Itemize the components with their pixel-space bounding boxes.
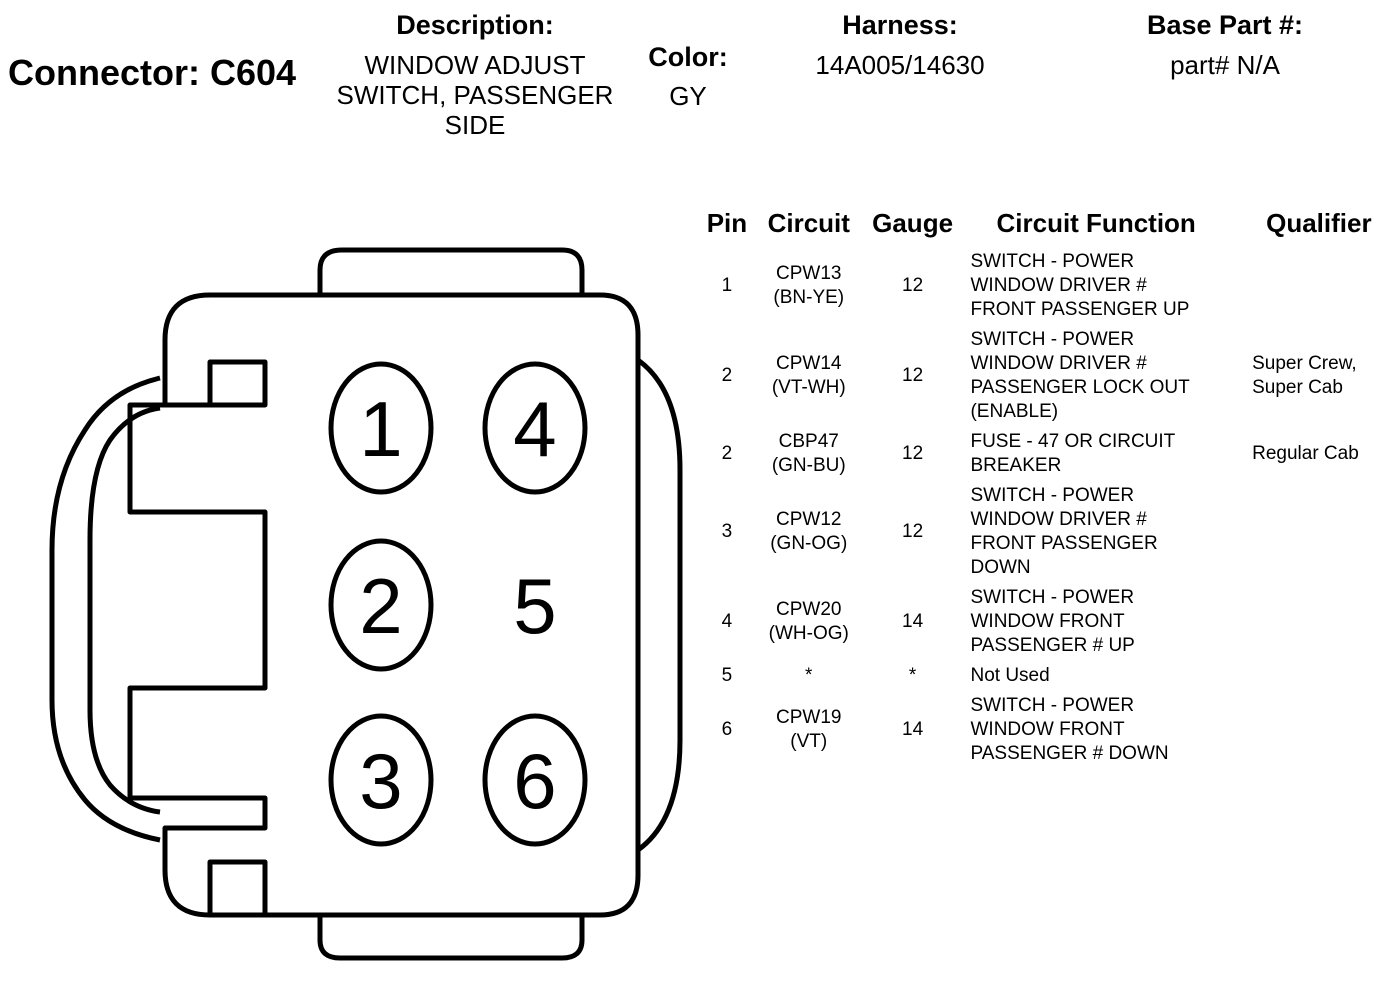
pin-number: 4 (513, 385, 557, 473)
pin-cell: 2 (721, 443, 733, 464)
pin-3 (331, 716, 431, 844)
circuit-cell: CPW19 (VT) (776, 707, 842, 752)
qualifier-cell (1246, 481, 1392, 583)
circuit-cell: CBP47 (GN-BU) (771, 431, 846, 476)
circuit-cell: CPW20 (WH-OG) (768, 599, 849, 644)
description-label: Description: (396, 10, 554, 40)
gauge-cell: 14 (902, 719, 924, 740)
pin-cell: 3 (721, 521, 733, 542)
qualifier-cell: Super Crew, Super Cab (1252, 353, 1357, 398)
table-header-row (695, 208, 1392, 247)
pin-table (695, 208, 1392, 769)
circuit-function-cell: SWITCH - POWER WINDOW DRIVER # FRONT PASSENGER UP (970, 251, 1190, 320)
color-label: Color: (648, 42, 728, 72)
circuit-function-cell: SWITCH - POWER WINDOW FRONT PASSENGER # UP (970, 587, 1135, 656)
circuit-function-cell: Not Used (970, 665, 1050, 686)
pin-table-body (695, 247, 1392, 769)
circuit-function-cell: SWITCH - POWER WINDOW DRIVER # FRONT PASSENGER DOWN (970, 485, 1158, 578)
color-value: GY (669, 81, 707, 111)
description-line: SWITCH, PASSENGER (336, 80, 614, 110)
base-part-label: Base Part #: (1146, 10, 1304, 40)
gauge-cell: 12 (902, 275, 924, 296)
pin-cell: 4 (721, 611, 733, 632)
circuit-function-cell: FUSE - 47 OR CIRCUIT BREAKER (970, 431, 1176, 476)
pin-cell: 2 (721, 365, 733, 386)
pin-2 (331, 541, 431, 669)
harness-label: Harness: (842, 10, 958, 40)
pin-number: 3 (359, 737, 403, 825)
gauge-cell: 12 (902, 443, 924, 464)
table-row (695, 325, 1392, 427)
qualifier-cell (1246, 247, 1392, 325)
harness-value: 14A005/14630 (815, 50, 985, 80)
table-row (695, 481, 1392, 583)
gauge-cell: 14 (902, 611, 924, 632)
pin-number: 6 (513, 737, 557, 825)
circuit-function-cell: SWITCH - POWER WINDOW FRONT PASSENGER # DOWN (970, 695, 1169, 764)
pin-5 (513, 562, 556, 650)
pin-6 (485, 716, 585, 844)
top-latch-tab (320, 250, 582, 295)
header-qualifier: Qualifier (1266, 208, 1372, 238)
circuit-cell: * (805, 665, 813, 686)
circuit-function-cell: SWITCH - POWER WINDOW DRIVER # PASSENGER LOCK OUT (ENABLE) (970, 329, 1190, 422)
right-side-bump (638, 360, 680, 850)
gauge-cell: 12 (902, 521, 924, 542)
pin-number: 5 (513, 562, 557, 650)
circuit-cell: CPW12 (GN-OG) (770, 509, 848, 554)
table-row (695, 427, 1392, 481)
header-pin: Pin (706, 208, 748, 238)
table-row (695, 691, 1392, 769)
qualifier-cell (1246, 691, 1392, 769)
pin-1 (331, 364, 431, 492)
bottom-latch-tab (320, 915, 582, 958)
pin-cell: 6 (721, 719, 733, 740)
pin-cell: 5 (721, 665, 733, 686)
qualifier-cell (1246, 661, 1392, 691)
description-line: SIDE (444, 110, 506, 140)
qualifier-cell: Regular Cab (1252, 443, 1359, 464)
description-line: WINDOW ADJUST (364, 50, 586, 80)
pin-number: 2 (359, 562, 403, 650)
header-circuit: Circuit (767, 208, 850, 238)
pin-4 (485, 364, 585, 492)
header-gauge: Gauge (872, 208, 954, 238)
pin-number: 1 (359, 385, 403, 473)
bottom-notch (210, 862, 265, 915)
circuit-cell: CPW14 (VT-WH) (771, 353, 846, 398)
table-row (695, 661, 1392, 691)
gauge-cell: 12 (902, 365, 924, 386)
table-row (695, 583, 1392, 661)
left-inner-loop (90, 408, 160, 812)
pin-layer (331, 364, 585, 844)
gauge-cell: * (908, 665, 917, 686)
base-part-value: part# N/A (1170, 50, 1280, 80)
connector-title: Connector: C604 (8, 52, 297, 93)
qualifier-cell (1246, 583, 1392, 661)
circuit-cell: CPW13 (BN-YE) (773, 263, 845, 308)
header-circuit-function: Circuit Function (996, 208, 1196, 238)
pin-cell: 1 (721, 275, 733, 296)
table-row (695, 247, 1392, 325)
